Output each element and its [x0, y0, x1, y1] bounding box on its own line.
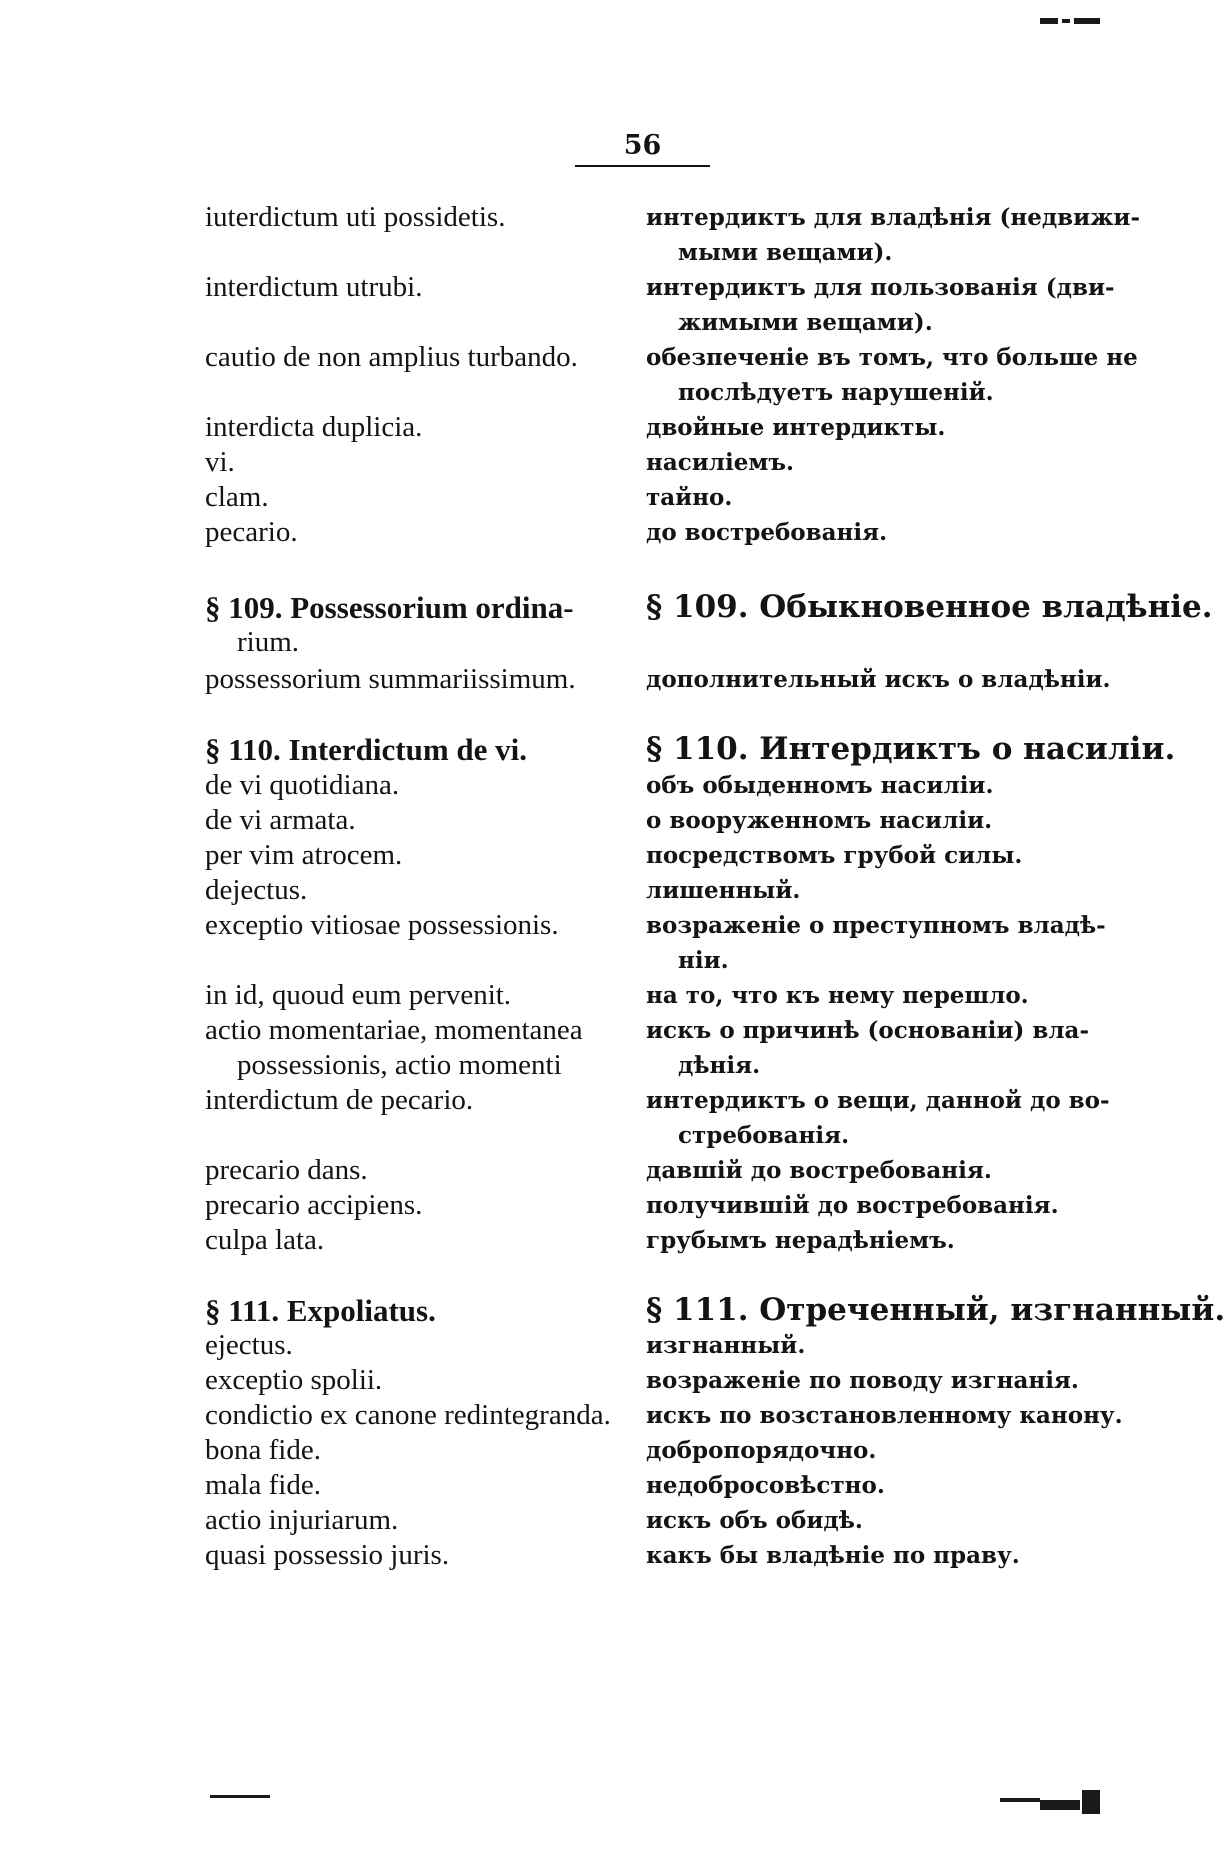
latin-term — [205, 873, 630, 908]
latin-term — [205, 340, 630, 375]
latin-line: precario accipiens. — [205, 1189, 423, 1221]
russian-line: искъ о причинѣ (основаніи) вла- — [646, 1017, 1090, 1044]
russian-line: интердиктъ о вещи, данной до во- — [646, 1087, 1110, 1114]
russian-translation — [646, 1538, 1086, 1573]
russian-translation — [646, 589, 1213, 625]
scan-artifact — [1074, 18, 1100, 24]
russian-line: грубымъ нерадѣніемъ. — [646, 1227, 955, 1254]
latin-term — [205, 445, 630, 480]
russian-translation — [646, 1398, 1123, 1433]
russian-line: получившій до востребованія. — [646, 1192, 1059, 1219]
latin-term — [205, 1153, 630, 1188]
russian-line: двойные интердикты. — [646, 414, 946, 441]
russian-line: лишенный. — [646, 877, 801, 904]
latin-term — [205, 1328, 630, 1363]
russian-translation — [646, 410, 1086, 445]
scan-artifact — [1082, 1790, 1100, 1814]
latin-line: per vim atrocem. — [205, 839, 403, 871]
russian-line: мыми вещами). — [678, 239, 893, 266]
russian-line: жимыми вещами). — [678, 309, 933, 336]
latin-line: § 109. Possessorium ordina- — [205, 590, 574, 625]
latin-line: culpa lata. — [205, 1224, 325, 1256]
scan-artifact — [210, 1795, 270, 1798]
russian-line: о вооруженномъ насиліи. — [646, 807, 993, 834]
russian-translation — [646, 662, 1111, 697]
russian-translation — [646, 1363, 1086, 1398]
scan-artifact — [1062, 19, 1070, 23]
latin-term — [205, 1468, 630, 1503]
latin-term — [205, 1398, 630, 1433]
scan-artifact — [1040, 1800, 1080, 1810]
russian-line: интердиктъ для владѣнія (недвижи- — [646, 204, 1141, 231]
russian-line: объ обыденномъ насиліи. — [646, 772, 994, 799]
russian-line: на то, что къ нему перешло. — [646, 982, 1029, 1009]
russian-line: интердиктъ для пользованія (дви- — [646, 274, 1115, 301]
latin-term — [205, 515, 630, 550]
russian-translation — [646, 1083, 1110, 1153]
latin-term — [205, 200, 630, 235]
russian-translation — [646, 1433, 1086, 1468]
russian-line: § 109. Обыкновенное владѣніе. — [646, 589, 1213, 625]
scan-artifact — [1040, 18, 1058, 24]
latin-line: rium. — [237, 626, 300, 658]
latin-line: actio injuriarum. — [205, 1504, 399, 1536]
latin-term — [205, 978, 630, 1013]
latin-term — [205, 1503, 630, 1538]
russian-translation — [646, 1223, 1086, 1258]
latin-term — [205, 908, 630, 943]
latin-term — [205, 1223, 630, 1258]
latin-line: ejectus. — [205, 1329, 293, 1361]
latin-term — [205, 1083, 630, 1118]
latin-term — [205, 270, 630, 305]
latin-line: mala fide. — [205, 1469, 321, 1501]
russian-line: насиліемъ. — [646, 449, 795, 476]
latin-line: iuterdictum uti possidetis. — [205, 201, 506, 233]
russian-translation — [646, 768, 1086, 803]
latin-term — [205, 480, 630, 515]
russian-translation — [646, 1013, 1090, 1083]
russian-line: стребованія. — [678, 1122, 850, 1149]
russian-line: искъ объ обидѣ. — [646, 1507, 863, 1534]
latin-line: quasi possessio juris. — [205, 1539, 450, 1571]
russian-translation — [646, 340, 1138, 410]
page-number: 56 — [623, 130, 662, 161]
russian-line: искъ по возстановленному канону. — [646, 1402, 1123, 1429]
latin-line: interdictum de pecario. — [205, 1084, 474, 1116]
latin-term — [205, 1188, 630, 1223]
latin-term — [205, 803, 630, 838]
latin-line: possessorium summariissimum. — [205, 663, 576, 695]
russian-line: какъ бы владѣніе по праву. — [646, 1542, 1020, 1569]
russian-translation — [646, 908, 1106, 978]
latin-term — [205, 662, 630, 697]
latin-line: interdicta duplicia. — [205, 411, 423, 443]
latin-line: pecario. — [205, 516, 298, 548]
latin-line: cautio de non amplius turbando. — [205, 341, 578, 373]
russian-line: до востребованія. — [646, 519, 888, 546]
latin-line: possessionis, actio momenti — [237, 1049, 562, 1081]
russian-translation — [646, 1328, 1086, 1363]
russian-translation — [646, 1153, 1086, 1188]
russian-line: добропорядочно. — [646, 1437, 877, 1464]
latin-term — [205, 1293, 630, 1328]
russian-translation — [646, 515, 1086, 550]
latin-line: exceptio vitiosae possessionis. — [205, 909, 559, 941]
latin-line: clam. — [205, 481, 269, 513]
latin-line: vi. — [205, 446, 235, 478]
russian-translation — [646, 1468, 1086, 1503]
russian-line: дополнительный искъ о владѣніи. — [646, 666, 1111, 693]
latin-line: in id, quoud eum pervenit. — [205, 979, 512, 1011]
latin-line: de vi armata. — [205, 804, 356, 836]
russian-translation — [646, 270, 1115, 340]
russian-translation — [646, 200, 1141, 270]
russian-line: изгнанный. — [646, 1332, 806, 1359]
russian-line: давшій до востребованія. — [646, 1157, 992, 1184]
russian-line: § 111. Отреченный, изгнанный. — [646, 1292, 1225, 1328]
russian-line: недобросовѣстно. — [646, 1472, 885, 1499]
latin-line: bona fide. — [205, 1434, 321, 1466]
latin-term — [205, 768, 630, 803]
latin-line: precario dans. — [205, 1154, 368, 1186]
russian-line: посредствомъ грубой силы. — [646, 842, 1023, 869]
russian-translation — [646, 731, 1176, 767]
latin-line: actio momentariae, momentanea — [205, 1014, 583, 1046]
scan-artifact — [1000, 1798, 1040, 1802]
latin-line: condictio ex canone redintegranda. — [205, 1399, 611, 1431]
latin-term — [205, 1433, 630, 1468]
latin-term — [205, 1538, 630, 1573]
latin-term — [205, 1013, 630, 1083]
russian-translation — [646, 1188, 1086, 1223]
latin-line: de vi quotidiana. — [205, 769, 400, 801]
latin-term — [205, 410, 630, 445]
latin-line: interdictum utrubi. — [205, 271, 423, 303]
russian-translation — [646, 838, 1086, 873]
latin-term — [205, 1363, 630, 1398]
russian-line: обезпеченіе въ томъ, что больше не — [646, 344, 1138, 371]
russian-line: ніи. — [678, 947, 729, 974]
page-number-rule — [575, 165, 710, 167]
latin-term — [205, 838, 630, 873]
russian-translation — [646, 445, 1086, 480]
russian-line: возраженіе о преступномъ владѣ- — [646, 912, 1106, 939]
russian-translation — [646, 873, 1086, 908]
russian-translation — [646, 1292, 1225, 1328]
latin-line: § 110. Interdictum de vi. — [205, 732, 528, 767]
russian-translation — [646, 1503, 1086, 1538]
russian-translation — [646, 803, 1086, 838]
russian-line: послѣдуетъ нарушеній. — [678, 379, 994, 406]
latin-line: § 111. Expoliatus. — [205, 1293, 436, 1328]
russian-translation — [646, 480, 1086, 515]
russian-line: § 110. Интердиктъ о насиліи. — [646, 731, 1176, 767]
latin-term — [205, 590, 630, 660]
russian-line: возраженіе по поводу изгнанія. — [646, 1367, 1079, 1394]
russian-line: тайно. — [646, 484, 733, 511]
russian-translation — [646, 978, 1086, 1013]
latin-term — [205, 732, 630, 767]
russian-line: дѣнія. — [678, 1052, 761, 1079]
latin-line: exceptio spolii. — [205, 1364, 383, 1396]
latin-line: dejectus. — [205, 874, 308, 906]
